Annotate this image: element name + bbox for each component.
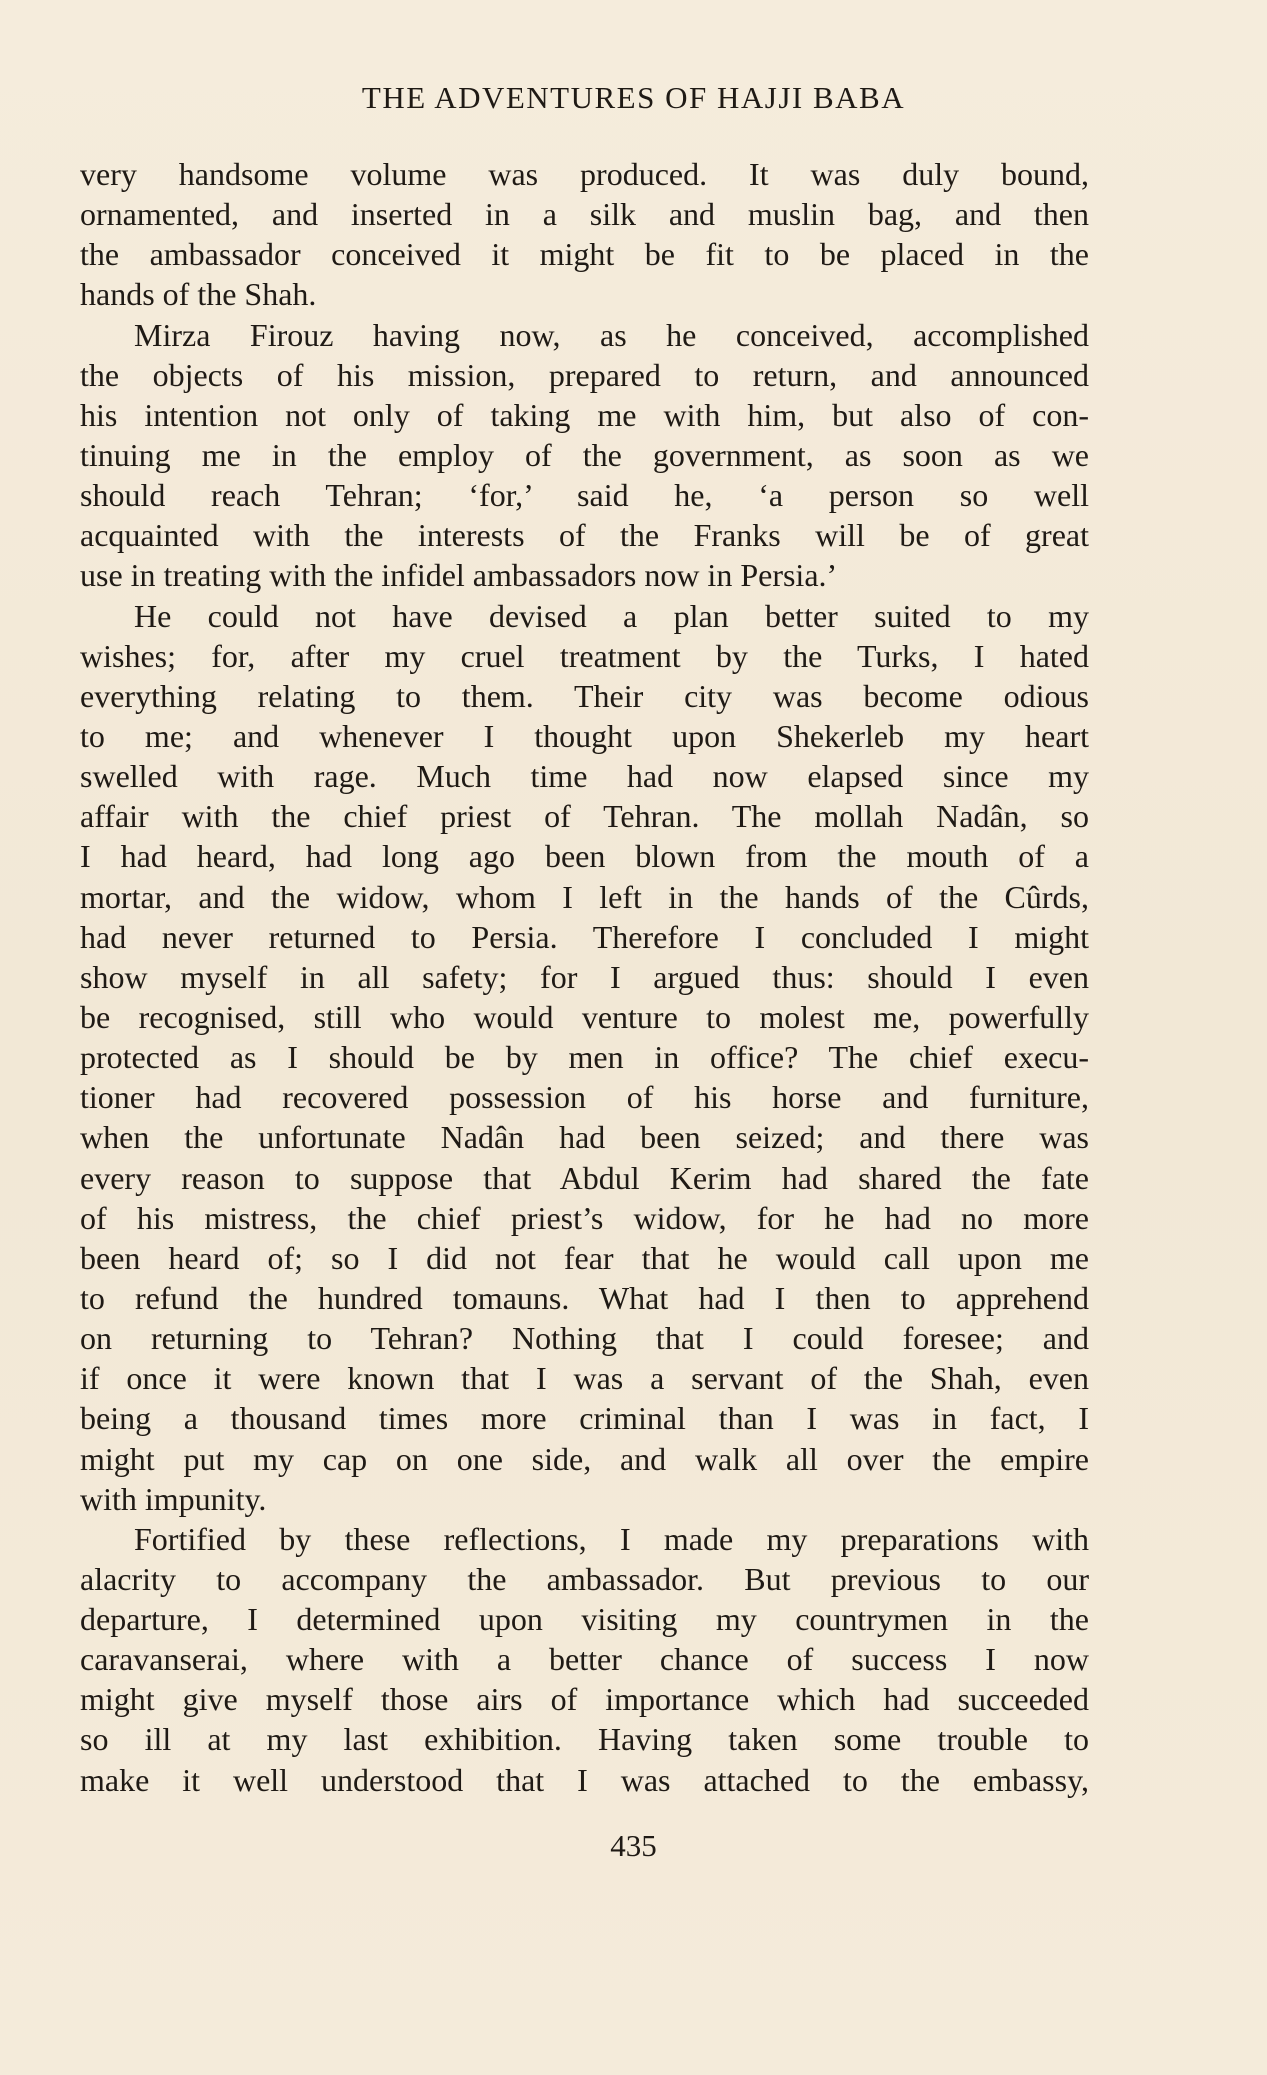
text-line: of his mistress, the chief priest’s widow, for he had no more: [80, 1199, 1089, 1236]
text-line: to me; and whenever I thought upon Shekerleb my heart: [80, 717, 1089, 754]
text-line: tinuing me in the employ of the government, as soon as we: [80, 436, 1089, 473]
text-line: with impunity.: [80, 1480, 267, 1517]
text-line: be recognised, still who would venture to molest me, powerfully: [80, 998, 1089, 1035]
text-line: Mirza Firouz having now, as he conceived, accomplished: [134, 316, 1089, 353]
page-number: 435: [610, 1828, 657, 1863]
text-line: hands of the Shah.: [80, 276, 317, 313]
text-line: acquainted with the interests of the Franks will be of great: [80, 517, 1089, 554]
text-line: might give myself those airs of importance which had succeeded: [80, 1681, 1089, 1718]
text-line: departure, I determined upon visiting my countrymen in the: [80, 1601, 1089, 1638]
text-line: so ill at my last exhibition. Having taken some trouble to: [80, 1721, 1089, 1758]
text-line: being a thousand times more criminal than I was in fact, I: [80, 1400, 1089, 1437]
text-line: alacrity to accompany the ambassador. But previous to our: [80, 1560, 1089, 1597]
text-line: been heard of; so I did not fear that he would call upon me: [80, 1239, 1089, 1276]
text-line: on returning to Tehran? Nothing that I could foresee; and: [80, 1320, 1089, 1357]
running-head: THE ADVENTURES OF HAJJI BABA: [361, 80, 906, 115]
text-line: very handsome volume was produced. It was duly bound,: [80, 156, 1089, 192]
text-line: the objects of his mission, prepared to return, and announced: [80, 356, 1089, 393]
text-line: every reason to suppose that Abdul Kerim had shared the fate: [80, 1159, 1089, 1196]
text-line: if once it were known that I was a servant of the Shah, even: [80, 1360, 1089, 1397]
text-line: affair with the chief priest of Tehran. The mollah Nadân, so: [80, 798, 1089, 835]
text-line: his intention not only of taking me with him, but also of con-: [80, 396, 1089, 433]
text-line: everything relating to them. Their city was become odious: [80, 677, 1089, 714]
text-line: use in treating with the infidel ambassadors now in Persia.’: [80, 557, 838, 594]
text-line: Fortified by these reflections, I made my preparations with: [134, 1520, 1089, 1557]
text-line: to refund the hundred tomauns. What had I then to apprehend: [80, 1279, 1089, 1316]
text-line: the ambassador conceived it might be fit to be placed in the: [80, 236, 1089, 273]
text-line: show myself in all safety; for I argued thus: should I even: [80, 958, 1089, 995]
text-line: wishes; for, after my cruel treatment by the Turks, I hated: [80, 637, 1089, 674]
text-line: swelled with rage. Much time had now elapsed since my: [80, 758, 1089, 795]
text-line: should reach Tehran; ‘for,’ said he, ‘a person so well: [80, 477, 1089, 514]
text-line: had never returned to Persia. Therefore I concluded I might: [80, 918, 1089, 955]
body-text: [80, 154, 1089, 1800]
text-line: make it well understood that I was attached to the embassy,: [80, 1761, 1089, 1798]
text-line: I had heard, had long ago been blown from the mouth of a: [80, 838, 1089, 875]
text-line: might put my cap on one side, and walk all over the empire: [80, 1440, 1089, 1477]
text-line: protected as I should be by men in office? The chief execu-: [80, 1039, 1089, 1076]
text-line: ornamented, and inserted in a silk and muslin bag, and then: [80, 196, 1089, 233]
text-line: caravanserai, where with a better chance of success I now: [80, 1641, 1089, 1678]
text-line: when the unfortunate Nadân had been seized; and there was: [80, 1119, 1089, 1156]
text-line: mortar, and the widow, whom I left in the hands of the Cûrds,: [80, 878, 1089, 915]
text-line: tioner had recovered possession of his horse and furniture,: [80, 1079, 1089, 1116]
text-line: He could not have devised a plan better suited to my: [134, 597, 1089, 634]
